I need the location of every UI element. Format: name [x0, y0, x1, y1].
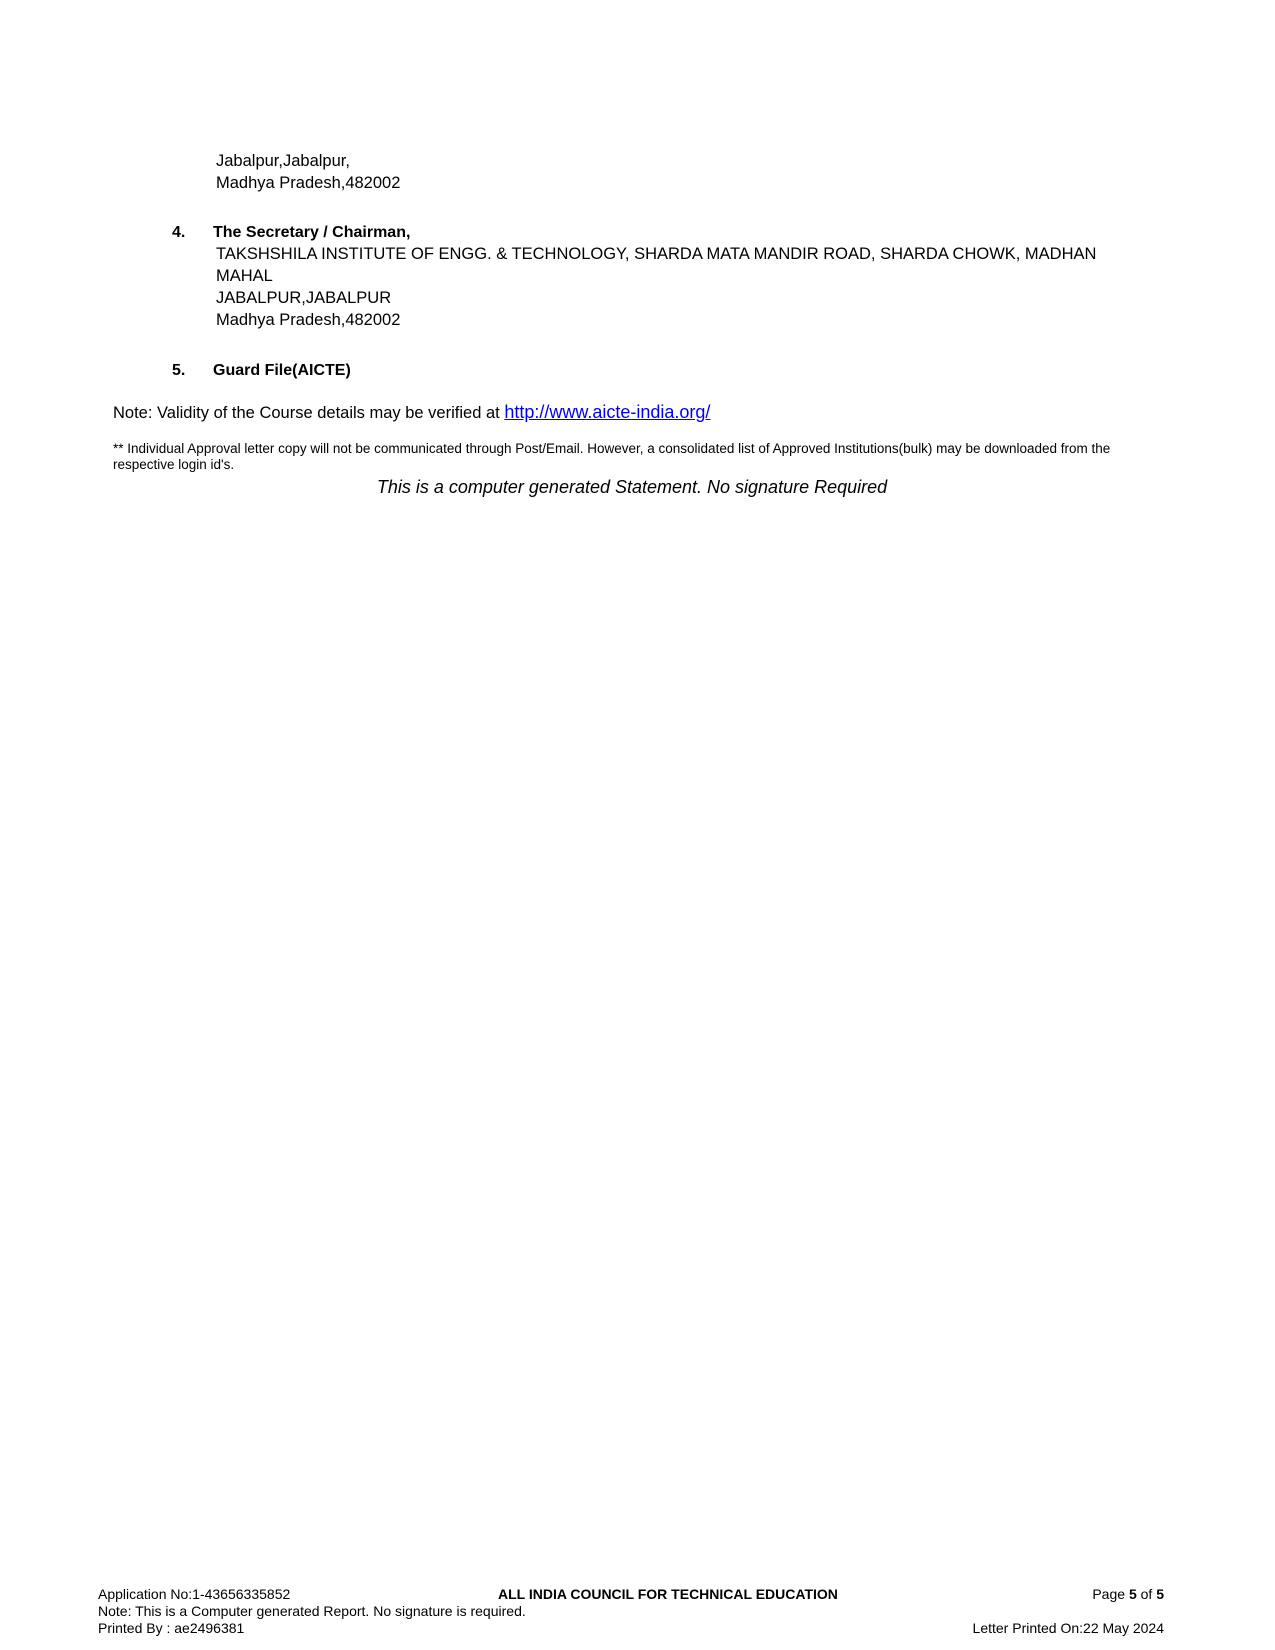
- report-note: Note: This is a Computer generated Report. No signature is required.: [98, 1603, 526, 1619]
- council-name: ALL INDIA COUNCIL FOR TECHNICAL EDUCATION: [498, 1586, 838, 1602]
- recipient-address-line: JABALPUR,JABALPUR: [216, 289, 392, 307]
- page-current: 5: [1128, 1586, 1137, 1602]
- page-total: 5: [1156, 1586, 1164, 1602]
- computer-generated-statement: This is a computer generated Statement. No signature Required: [376, 477, 888, 497]
- recipient-address-line: TAKSHSHILA INSTITUTE OF ENGG. & TECHNOLOGY, SHARDA MATA MANDIR ROAD, SHARDA CHOWK, MADHAN: [216, 245, 1097, 263]
- recipient-address-line: Madhya Pradesh,482002: [216, 311, 401, 329]
- page-prefix: Page: [1092, 1586, 1129, 1602]
- printed-on-date: Letter Printed On:22 May 2024: [972, 1620, 1164, 1636]
- recipient-address-line: MAHAL: [216, 267, 273, 285]
- application-number: Application No:1-43656335852: [98, 1586, 291, 1602]
- validity-note-text: Note: Validity of the Course details may be verified at: [113, 404, 505, 422]
- address-line: Madhya Pradesh,482002: [216, 174, 401, 192]
- page-of: of: [1136, 1586, 1157, 1602]
- recipient-number: 4.: [172, 224, 186, 241]
- recipient-heading: Guard File(AICTE): [213, 362, 351, 379]
- printed-by: Printed By : ae2496381: [98, 1620, 245, 1636]
- page-indicator: [1092, 1586, 1164, 1603]
- validity-note: [113, 402, 710, 423]
- aicte-website-link[interactable]: http://www.aicte-india.org/: [504, 402, 711, 422]
- recipient-heading: The Secretary / Chairman,: [213, 224, 411, 241]
- address-line: Jabalpur,Jabalpur,: [216, 152, 350, 170]
- recipient-number: 5.: [172, 362, 186, 379]
- individual-approval-note: ** Individual Approval letter copy will not be communicated through Post/Email. However, a consolidated list of Approved Institutions(bulk) may be downloaded from the respective login id's.: [113, 441, 1111, 472]
